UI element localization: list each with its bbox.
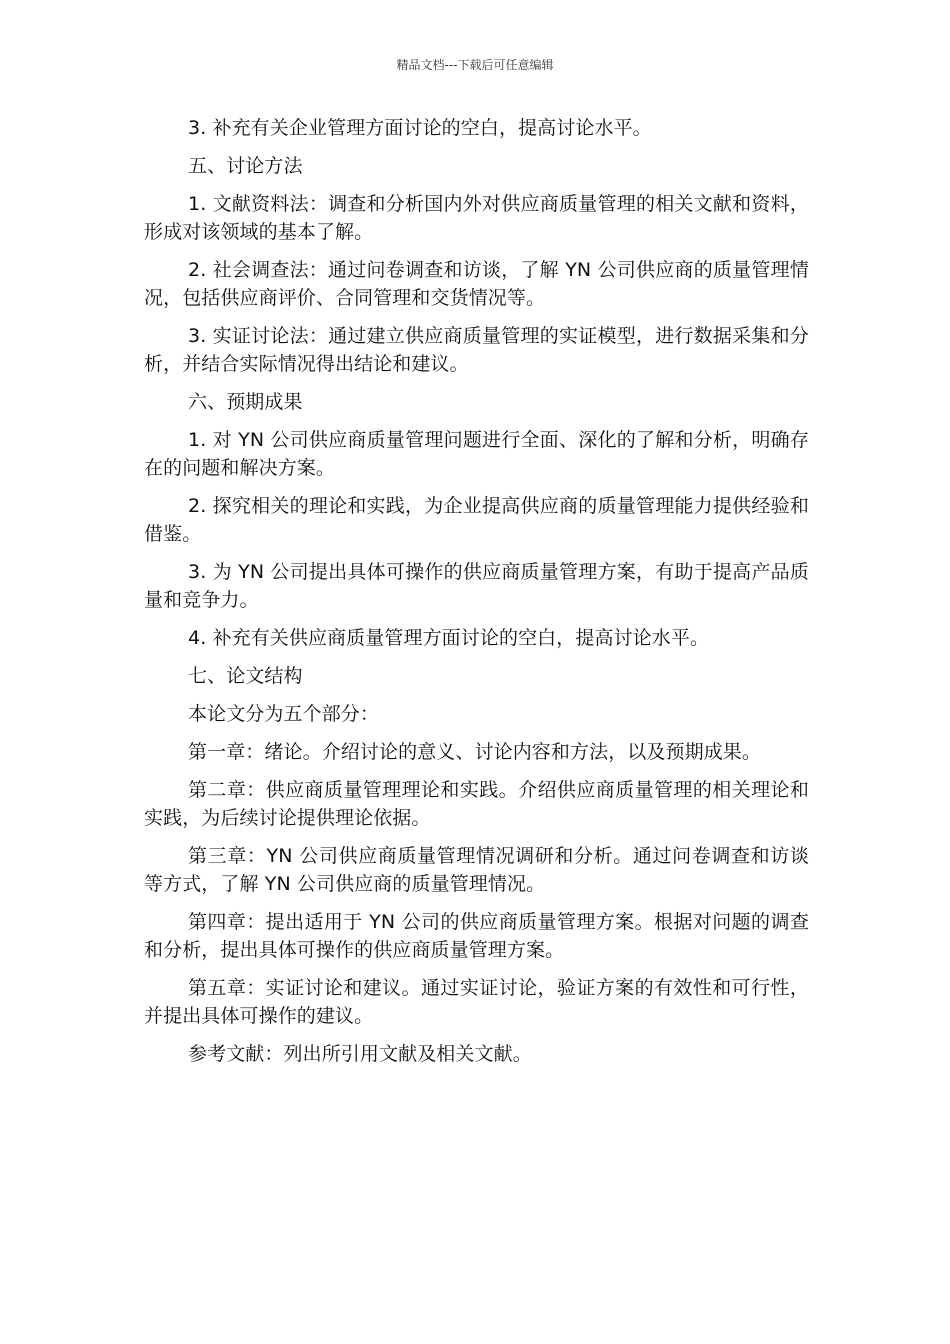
paragraph: 本论文分为五个部分： (188, 703, 380, 725)
chapter-description: 第四章：提出适用于 YN 公司的供应商质量管理方案。根据对问题的调查和分析，提出具体可操作的供应商质量管理方案。 (144, 911, 809, 961)
section-heading: 六、预期成果 (188, 391, 303, 413)
document-body (144, 114, 809, 1078)
section-heading: 五、讨论方法 (188, 155, 303, 177)
section-heading: 七、论文结构 (188, 665, 303, 687)
list-item: 2. 探究相关的理论和实践，为企业提高供应商的质量管理能力提供经验和借鉴。 (144, 495, 809, 545)
paragraph: 参考文献：列出所引用文献及相关文献。 (188, 1043, 532, 1065)
chapter-description: 第三章：YN 公司供应商质量管理情况调研和分析。通过问卷调查和访谈等方式，了解 YN 公司供应商的质量管理情况。 (144, 845, 809, 895)
chapter-description: 第二章：供应商质量管理理论和实践。介绍供应商质量管理的相关理论和实践，为后续讨论提供理论依据。 (144, 779, 809, 829)
list-item: 3. 实证讨论法：通过建立供应商质量管理的实证模型，进行数据采集和分析，并结合实际情况得出结论和建议。 (144, 325, 809, 375)
list-item: 3. 补充有关企业管理方面讨论的空白，提高讨论水平。 (188, 117, 652, 139)
chapter-description: 第五章：实证讨论和建议。通过实证讨论，验证方案的有效性和可行性，并提出具体可操作的建议。 (144, 977, 809, 1027)
list-item: 2. 社会调查法：通过问卷调查和访谈，了解 YN 公司供应商的质量管理情况，包括供应商评价、合同管理和交货情况等。 (144, 259, 809, 309)
list-item: 1. 文献资料法：调查和分析国内外对供应商质量管理的相关文献和资料，形成对该领域的基本了解。 (144, 193, 809, 243)
page-header: 精品文档---下载后可任意编辑 (396, 58, 554, 72)
list-item: 1. 对 YN 公司供应商质量管理问题进行全面、深化的了解和分析，明确存在的问题和解决方案。 (144, 429, 809, 479)
list-item: 4. 补充有关供应商质量管理方面讨论的空白，提高讨论水平。 (188, 627, 710, 649)
list-item: 3. 为 YN 公司提出具体可操作的供应商质量管理方案，有助于提高产品质量和竞争力。 (144, 561, 809, 611)
chapter-description: 第一章：绪论。介绍讨论的意义、讨论内容和方法，以及预期成果。 (188, 741, 762, 763)
